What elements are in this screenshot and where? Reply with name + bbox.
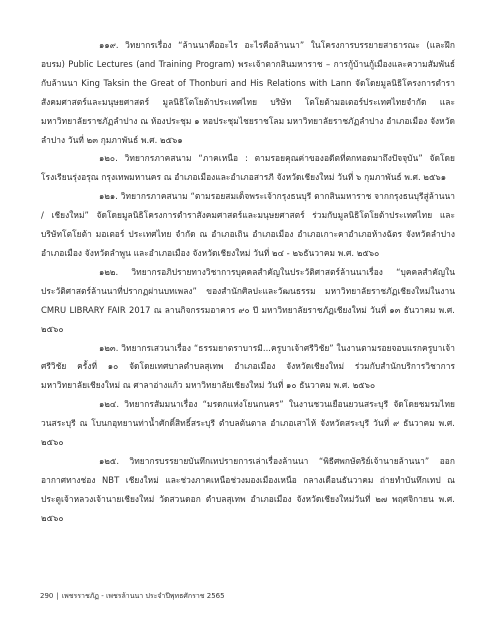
entry-text: ๑๒๔. วิทยากรสัมมนาเรื่อง “มรดกแห่งโยนกนคร” ในงานชวนเยือนยวนสระบุรี จัดโดยชมรมไทยวนสระบุรี ณ โบนกอุทยานท่าน้ำศักดิ์สิทธิ์สระบุรี ตำบลต้นตาล อำเภอเสาไห้ จังหวัดสระบุรี วันที่ ๙ ธันวาคม พ.ศ. ๒๕๖๐ <box>41 399 455 448</box>
entry-text: ๑๑๙. วิทยากรเรื่อง “ล้านนาคืออะไร อะไรคือล้านนา” ในโครงการบรรยายสาธารณะ (และฝึกอบรม) Public Lectures (and Training Program) พระเจ้าตากสินมหาราช – การกู้บ้านกู้เมืองและความสัมพันธ์กับล้านนา King Taksin the Great of Thonburi and His Relations with Lann จัดโดยมูลนิธิโครงการตำราสังคมศาสตร์และมนุษยศาสตร์ มูลนิธิโตโยต้าประเทศไทย บริษัท โตโยต้ามอเตอร์ประเทศไทยจำกัด และมหาวิทยาลัยราชภัฏลำปาง ณ ห้องประชุม ๑ หอประชุมไชยราชโลม มหาวิทยาลัยราชภัฏลำปาง อำเภอเมือง จังหวัดลำปาง วันที่ ๒๓ กุมภาพันธ์ พ.ศ. ๒๕๖๑ <box>41 40 455 145</box>
entry-text: ๑๒๐. วิทยากรภาคสนาม “ภาคเหนือ : ตามรอยคุณค่าของอดีตที่ตกทอดมาถึงปัจจุบัน” จัดโดยโรงเรียนรุ่งอรุณ กรุงเทพมหานคร ณ อำเภอเมืองและอำเภอสารภี จังหวัดเชียงใหม่ วันที่ ๖ กุมภาพันธ์ พ.ศ. ๒๕๖๑ <box>41 153 455 183</box>
list-item <box>41 339 455 396</box>
entry-text: ๑๒๒. วิทยากรอภิปรายทางวิชาการบุคคลสำคัญในประวัติศาสตร์ล้านนาเรื่อง “บุคคลสำคัญในประวัติศาสตร์ล้านนาที่ปรากฏผ่านบทเพลง” ของสำนักศิลปะและวัฒนธรรม มหาวิทยาลัยราชภัฏเชียงใหม่ในงาน CMRU LIBRARY FAIR 2017 ณ ลานกิจกรรมอาคาร ๙๐ ปี มหาวิทยาลัยราชภัฏเชียงใหม่ วันที่ ๑๓ ธันวาคม พ.ศ. ๒๕๖๐ <box>41 266 455 334</box>
list-item <box>41 36 455 149</box>
page-footer <box>40 591 225 602</box>
list-item <box>41 395 455 452</box>
list-item <box>41 263 455 339</box>
footer-separator: | <box>56 592 59 600</box>
list-item <box>41 149 455 187</box>
entry-list <box>41 36 455 528</box>
list-item <box>41 187 455 263</box>
entry-text: ๑๒๑. วิทยากรภาคสนาม “ตามรอยสมเด็จพระเจ้ากรุงธนบุรี ตากสินมหาราช จากกรุงธนบุรีสู่ล้านนา / เชียงใหม่” จัดโดยมูลนิธิโครงการตำราสังคมศาสตร์และมนุษยศาสตร์ ร่วมกับมูลนิธิโตโยต้าประเทศไทย และบริษัทโตโยต้า มอเตอร์ ประเทศไทย จำกัด ณ อำเภอเถิน อำเภอเมือง อำเภอเกาะคาอำเภอห้างฉัตร จังหวัดลำปาง อำเภอเมือง จังหวัดลำพูน และอำเภอเมือง จังหวัดเชียงใหม่ วันที่ ๒๔ - ๒๖ธันวาคม พ.ศ. ๒๕๖๐ <box>41 191 455 258</box>
entry-text: ๑๒๕. วิทยากรบรรยายบันทึกเทปรายการเล่าเรื่องล้านนา “พิธีศพกษัตริย์เจ้านายล้านนา” ออกอากาศทางช่อง NBT เชียงใหม่ และช่วงภาคเหนือช่วงมองเมืองเหนือ กลางเดือนธันวาคม ถ่ายทำบันทึกเทป ณ ประตูเจ้าหลวงเจ้านายเชียงใหม่ วัดสวนดอก ตำบลสุเทพ อำเภอเมือง จังหวัดเชียงใหม่วันที่ ๒๗ พฤศจิกายน พ.ศ. ๒๕๖๐ <box>41 455 455 523</box>
page-number: 290 <box>40 592 54 600</box>
footer-title: เพชรราชภัฏ - เพชรล้านนา ประจำปีพุทธศักราช 2565 <box>61 592 225 600</box>
entry-text: ๑๒๓. วิทยากรเสวนาเรื่อง “ธรรมยาตราบารมี...ครูบาเจ้าศรีวิชัย” ในงานตามรอยจอบแรกครูบาเจ้าศรีวิชัย ครั้งที่ ๑๐ จัดโดยเทศบาลตำบลสุเทพ อำเภอเมือง จังหวัดเชียงใหม่ ร่วมกับสำนักบริการวิชาการ มหาวิทยาลัยเชียงใหม่ ณ ศาลาอ่างแก้ว มหาวิทยาลัยเชียงใหม่ วันที่ ๑๐ ธันวาคม พ.ศ. ๒๕๖๐ <box>41 342 455 391</box>
list-item <box>41 452 455 528</box>
